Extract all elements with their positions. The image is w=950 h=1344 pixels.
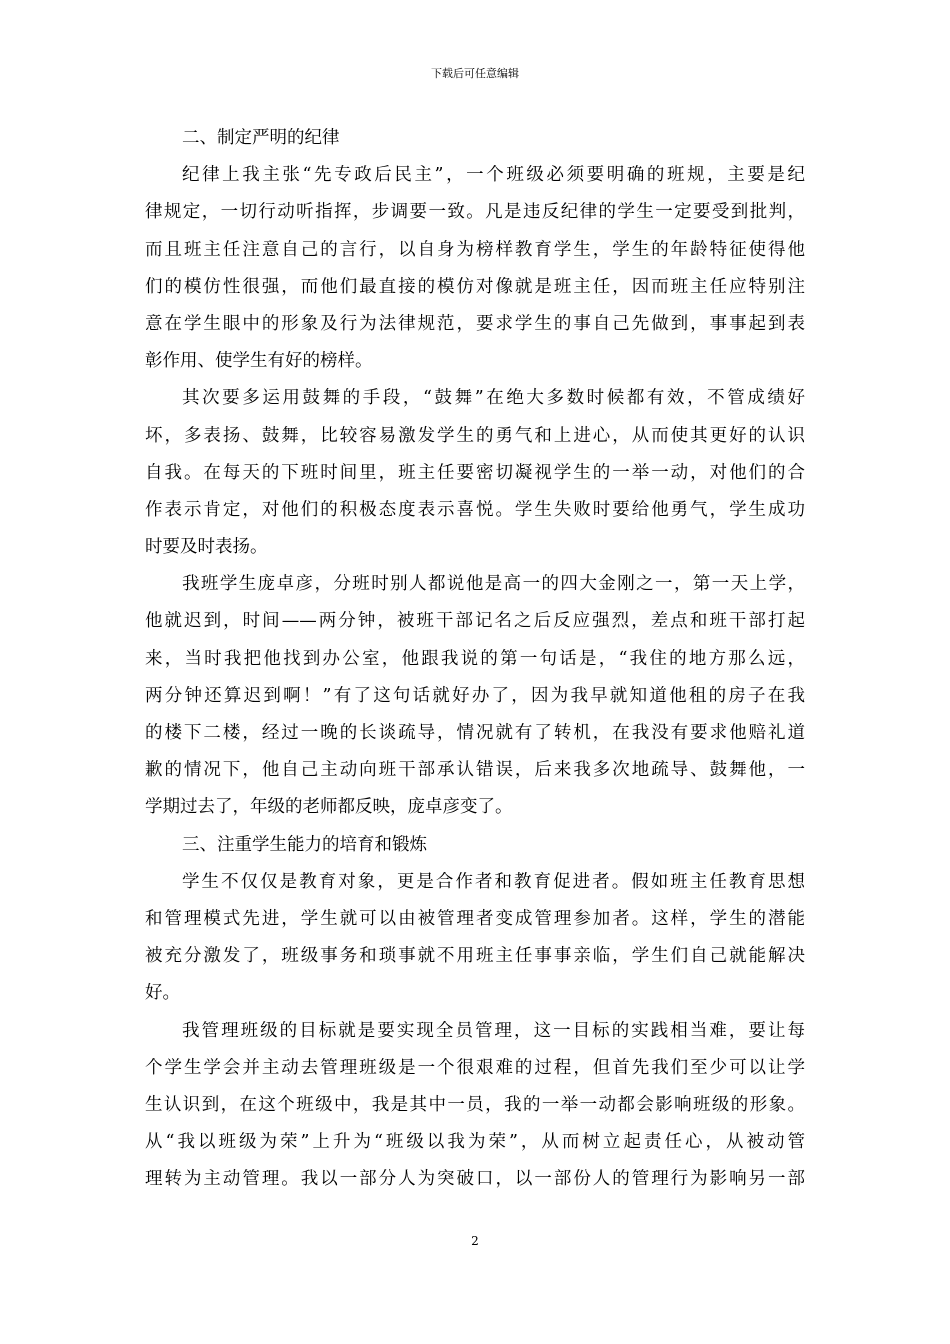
text-line: 从“我以班级为荣”上升为“班级以我为荣”，从而树立起责任心，从被动管 bbox=[145, 1132, 805, 1153]
text-line: 其次要多运用鼓舞的手段，“鼓舞”在绝大多数时候都有效，不管成绩好 bbox=[182, 388, 805, 409]
document-body bbox=[145, 120, 805, 1198]
page-header: 下载后可任意编辑 bbox=[431, 67, 519, 80]
text-line: 生认识到，在这个班级中，我是其中一员，我的一举一动都会影响班级的形象。 bbox=[145, 1094, 805, 1115]
text-line: 意在学生眼中的形象及行为法律规范，要求学生的事自己先做到，事事起到表 bbox=[145, 313, 805, 334]
text-line: 二、制定严明的纪律 bbox=[182, 128, 340, 148]
text-line: 们的模仿性很强，而他们最直接的模仿对像就是班主任，因而班主任应特别注 bbox=[145, 276, 805, 297]
text-line: 我管理班级的目标就是要实现全员管理，这一目标的实践相当难，要让每 bbox=[182, 1020, 805, 1041]
text-line: 三、注重学生能力的培育和锻炼 bbox=[182, 834, 427, 855]
text-line: 来，当时我把他找到办公室，他跟我说的第一句话是，“我住的地方那么远， bbox=[145, 648, 805, 669]
text-line: 他就迟到，时间——两分钟，被班干部记名之后反应强烈，差点和班干部打起 bbox=[145, 611, 805, 632]
text-line: 被充分激发了，班级事务和琐事就不用班主任事事亲临，学生们自己就能解决 bbox=[145, 946, 805, 967]
text-line: 学生不仅仅是教育对象，更是合作者和教育促进者。假如班主任教育思想 bbox=[182, 871, 805, 892]
text-line: 理转为主动管理。我以一部分人为突破口，以一部份人的管理行为影响另一部 bbox=[145, 1169, 805, 1190]
text-line: 两分钟还算迟到啊！”有了这句话就好办了，因为我早就知道他租的房子在我 bbox=[145, 685, 805, 706]
text-line: 的楼下二楼，经过一晚的长谈疏导，情况就有了转机，在我没有要求他赔礼道 bbox=[145, 723, 805, 743]
page-number: 2 bbox=[471, 1234, 479, 1248]
text-line: 而且班主任注意自己的言行，以自身为榜样教育学生，学生的年龄特征使得他 bbox=[145, 239, 805, 260]
text-line: 彰作用、使学生有好的榜样。 bbox=[145, 351, 373, 372]
text-line: 歉的情况下，他自己主动向班干部承认错误，后来我多次地疏导、鼓舞他，一 bbox=[145, 760, 805, 781]
text-line: 好。 bbox=[145, 983, 180, 1004]
text-line: 纪律上我主张“先专政后民主”，一个班级必须要明确的班规，主要是纪 bbox=[182, 165, 805, 186]
text-line: 学期过去了，年级的老师都反映，庞卓彦变了。 bbox=[145, 797, 513, 818]
text-line: 时要及时表扬。 bbox=[145, 537, 268, 558]
text-line: 我班学生庞卓彦，分班时别人都说他是高一的四大金刚之一，第一天上学， bbox=[182, 574, 805, 595]
text-line: 作表示肯定，对他们的积极态度表示喜悦。学生失败时要给他勇气，学生成功 bbox=[145, 499, 805, 520]
text-line: 坏，多表扬、鼓舞，比较容易激发学生的勇气和上进心，从而使其更好的认识 bbox=[145, 425, 805, 446]
text-line: 个学生学会并主动去管理班级是一个很艰难的过程，但首先我们至少可以让学 bbox=[145, 1057, 805, 1078]
text-line: 律规定，一切行动听指挥，步调要一致。凡是违反纪律的学生一定要受到批判， bbox=[145, 202, 805, 223]
text-line: 自我。在每天的下班时间里，班主任要密切凝视学生的一举一动，对他们的合 bbox=[145, 462, 805, 483]
text-line: 和管理模式先进，学生就可以由被管理者变成管理参加者。这样，学生的潜能 bbox=[145, 908, 805, 929]
